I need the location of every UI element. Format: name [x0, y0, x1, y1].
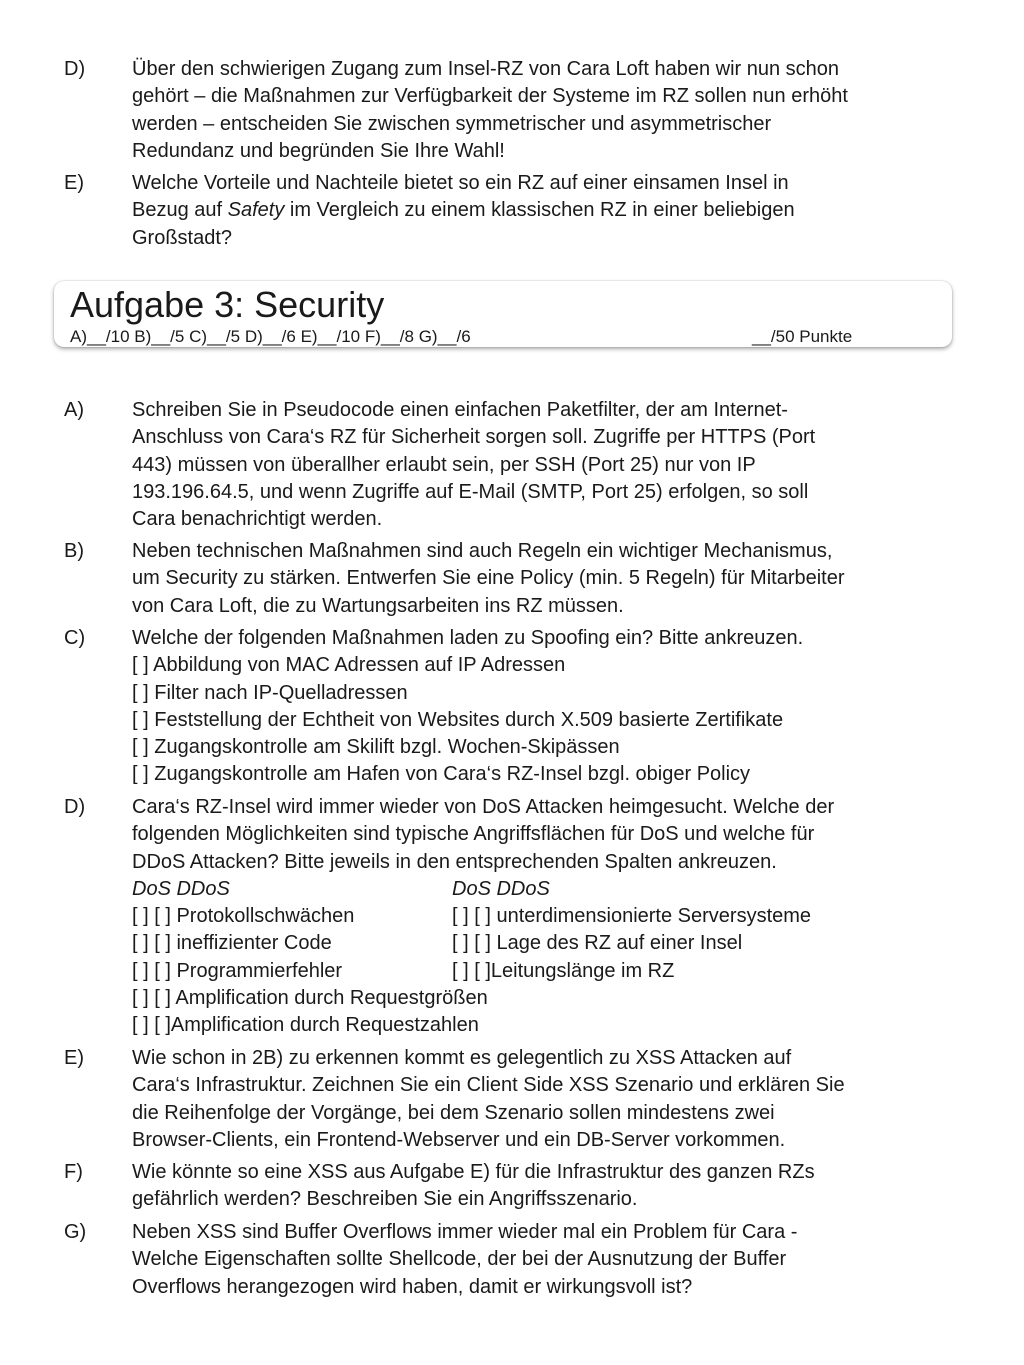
text-line: Neben XSS sind Buffer Overflows immer wieder mal ein Problem für Cara -: [132, 1221, 798, 1243]
task-marker: A): [64, 399, 84, 421]
text-line: Overflows herangezogen wird haben, damit er wirkungsvoll ist?: [132, 1275, 693, 1298]
checkbox-option-right[interactable]: [ ] [ ] unterdimensionierte Serversysteme: [452, 905, 812, 928]
text-line: Welche Vorteile und Nachteile bietet so ein RZ auf einer einsamen Insel in: [132, 172, 789, 194]
question-line: Welche der folgenden Maßnahmen laden zu Spoofing ein? Bitte ankreuzen.: [132, 627, 804, 649]
checkbox-option-left[interactable]: [ ] [ ]Amplification durch Requestzahlen: [132, 1014, 479, 1037]
text-line: Neben technischen Maßnahmen sind auch Regeln ein wichtiger Mechanismus,: [132, 540, 833, 562]
checkbox-option-left[interactable]: [ ] [ ] Amplification durch Requestgrößen: [132, 987, 488, 1010]
column-headers: [132, 876, 952, 903]
text-line: werden – entscheiden Sie zwischen symmetrischer und asymmetrischer: [132, 112, 772, 135]
text-line: Redundanz und begründen Sie Ihre Wahl!: [132, 139, 505, 162]
task-text: [132, 170, 952, 252]
task-text: [132, 794, 952, 1040]
text-line: Über den schwierigen Zugang zum Insel-RZ von Cara Loft haben wir nun schon: [132, 58, 840, 80]
text-line: DDoS Attacken? Bitte jeweils in den entsprechenden Spalten ankreuzen.: [132, 850, 777, 873]
task-text: [132, 1219, 952, 1301]
text-line: Großstadt?: [132, 226, 233, 249]
task-marker: G): [64, 1221, 87, 1243]
task-marker: F): [64, 1161, 83, 1183]
text-line: Cara‘s Infrastruktur. Zeichnen Sie ein Client Side XSS Szenario und erklären Sie: [132, 1074, 845, 1097]
text-line: [132, 197, 952, 224]
task-text: [132, 56, 952, 165]
task-text: [132, 397, 952, 533]
checkbox-option[interactable]: [ ] Feststellung der Echtheit von Websites durch X.509 basierte Zertifikate: [132, 708, 784, 731]
task-marker: D): [64, 796, 86, 818]
checkbox-row: [132, 903, 952, 930]
checkbox-row: [132, 958, 952, 985]
text-line: von Cara Loft, die zu Wartungsarbeiten ins RZ müssen.: [132, 594, 624, 617]
emphasis-safety: Safety: [227, 199, 285, 222]
text-line: gefährlich werden? Beschreiben Sie ein Angriffsszenario.: [132, 1188, 638, 1211]
text-line: Welche Eigenschaften sollte Shellcode, der bei der Ausnutzung der Buffer: [132, 1248, 787, 1271]
column-header-left: DoS DDoS: [132, 877, 230, 900]
text-line: Wie schon in 2B) zu erkennen kommt es gelegentlich zu XSS Attacken auf: [132, 1047, 792, 1069]
task-text: [132, 1045, 952, 1154]
task-text: [132, 625, 952, 789]
checkbox-option-left[interactable]: [ ] [ ] ineffizienter Code: [132, 932, 332, 955]
checkbox-row: [132, 985, 952, 1012]
text-fragment: Bezug auf: [132, 199, 228, 222]
task-marker: E): [64, 1047, 84, 1069]
checkbox-option[interactable]: [ ] Zugangskontrolle am Hafen von Cara‘s RZ-Insel bzgl. obiger Policy: [132, 763, 751, 786]
checkbox-option-left[interactable]: [ ] [ ] Programmierfehler: [132, 959, 343, 982]
column-header-right: DoS DDoS: [452, 877, 550, 900]
text-line: Wie könnte so eine XSS aus Aufgabe E) für die Infrastruktur des ganzen RZs: [132, 1161, 815, 1183]
points-total: __/50 Punkte: [752, 327, 853, 346]
checkbox-option[interactable]: [ ] Zugangskontrolle am Skilift bzgl. Wochen-Skipässen: [132, 736, 620, 759]
text-line: folgenden Möglichkeiten sind typische Angriffsflächen für DoS und welche für: [132, 823, 815, 846]
section-heading: [54, 281, 952, 347]
text-line: um Security zu stärken. Entwerfen Sie eine Policy (min. 5 Regeln) für Mitarbeiter: [132, 567, 845, 590]
checkbox-option-right[interactable]: [ ] [ ] Lage des RZ auf einer Insel: [452, 932, 743, 955]
checkbox-row: [132, 930, 952, 957]
text-line: Cara‘s RZ-Insel wird immer wieder von DoS Attacken heimgesucht. Welche der: [132, 796, 835, 818]
text-line: Schreiben Sie in Pseudocode einen einfachen Paketfilter, der am Internet-: [132, 399, 788, 421]
text-line: gehört – die Maßnahmen zur Verfügbarkeit der Systeme im RZ sollen nun erhöht: [132, 85, 848, 108]
text-line: die Reihenfolge der Vorgänge, bei dem Szenario sollen mindestens zwei: [132, 1101, 775, 1124]
task-marker: B): [64, 540, 84, 562]
text-line: Anschluss von Cara‘s RZ für Sicherheit sorgen soll. Zugriffe per HTTPS (Port: [132, 426, 816, 449]
task-text: [132, 1159, 952, 1214]
task-text: [132, 538, 952, 620]
checkbox-option[interactable]: [ ] Filter nach IP-Quelladressen: [132, 681, 408, 704]
checkbox-option[interactable]: [ ] Abbildung von MAC Adressen auf IP Adressen: [132, 654, 566, 677]
checkbox-option-right[interactable]: [ ] [ ]Leitungslänge im RZ: [452, 959, 675, 982]
checkbox-row: [132, 1012, 952, 1039]
text-line: 193.196.64.5, und wenn Zugriffe auf E-Mail (SMTP, Port 25) erfolgen, so soll: [132, 480, 809, 503]
text-fragment: im Vergleich zu einem klassischen RZ in einer beliebigen: [284, 199, 795, 222]
text-line: 443) müssen von überallher erlaubt sein, per SSH (Port 25) nur von IP: [132, 453, 756, 476]
section-title: Aufgabe 3: Security: [70, 284, 385, 325]
text-line: Cara benachrichtigt werden.: [132, 508, 383, 531]
task-marker: D): [64, 58, 86, 80]
task-marker: E): [64, 172, 84, 194]
text-line: Browser-Clients, ein Frontend-Webserver und ein DB-Server vorkommen.: [132, 1128, 786, 1151]
checkbox-option-left[interactable]: [ ] [ ] Protokollschwächen: [132, 905, 355, 928]
task-marker: C): [64, 627, 86, 649]
points-breakdown: A)__/10 B)__/5 C)__/5 D)__/6 E)__/10 F)__/8 G)__/6: [70, 327, 471, 346]
